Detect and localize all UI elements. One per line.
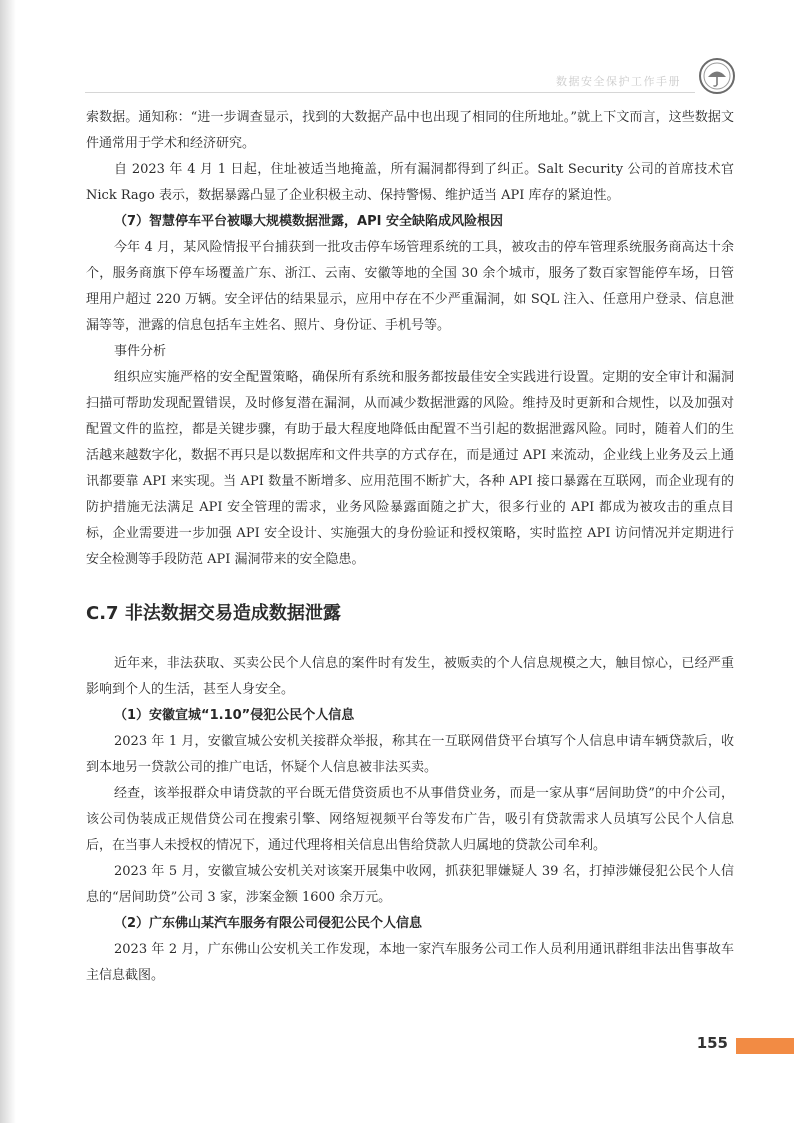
body-paragraph: 2023 年 1 月，安徽宣城公安机关接群众举报，称其在一互联网借贷平台填写个人信息申请车辆贷款后，收到本地另一贷款公司的推广电话，怀疑个人信息被非法买卖。 — [86, 734, 734, 775]
body-paragraph: 2023 年 5 月，安徽宣城公安机关对该案开展集中收网，抓获犯罪嫌疑人 39 名，打掉涉嫌侵犯公民个人信息的“居间助贷”公司 3 家，涉案金额 1600 余万元。 — [86, 864, 734, 905]
section-heading: C.7 非法数据交易造成数据泄露 — [86, 603, 341, 624]
body-paragraph: 2023 年 2 月，广东佛山公安机关工作发现，本地一家汽车服务公司工作人员利用通讯群组非法出售事故车主信息截图。 — [86, 942, 734, 983]
body-paragraph: 自 2023 年 4 月 1 日起，住址被适当地掩盖，所有漏洞都得到了纠正。Salt Security 公司的首席技术官 Nick Rago 表示，数据暴露凸显了企业积极主动、保持警惕、维护适当 API 库存的紧迫性。 — [86, 162, 734, 203]
book-spine-shadow — [0, 0, 16, 1123]
body-paragraph: 近年来，非法获取、买卖公民个人信息的案件时有发生，被贩卖的个人信息规模之大，触目惊心，已经严重影响到个人的生活，甚至人身安全。 — [86, 656, 734, 697]
subsection-heading: （2）广东佛山某汽车服务有限公司侵犯公民个人信息 — [114, 916, 423, 931]
body-paragraph: 今年 4 月，某风险情报平台捕获到一批攻击停车场管理系统的工具，被攻击的停车管理系统服务商高达十余个，服务商旗下停车场覆盖广东、浙江、云南、安徽等地的全国 30 余个城市，服务了数百家智能停车场，日管理用户超过 220 万辆。安全评估的结果显示，应用中存在不少严重漏洞，如 SQL 注入、任意用户登录、信息泄漏等等，泄露的信息包括车主姓名、照片、身份证、手机号等。 — [86, 240, 734, 333]
footer-accent-bar — [736, 1038, 794, 1054]
body-paragraph: 索数据。通知称：“进一步调查显示，找到的大数据产品中也出现了相同的住所地址。”就上下文而言，这些数据文件通常用于学术和经济研究。 — [86, 110, 734, 151]
page-body — [86, 105, 734, 989]
page-number: 155 — [696, 1034, 728, 1052]
header-divider — [85, 92, 695, 93]
body-paragraph: 组织应实施严格的安全配置策略，确保所有系统和服务都按最佳安全实践进行设置。定期的安全审计和漏洞扫描可帮助发现配置错误，及时修复潜在漏洞，从而减少数据泄露的风险。维持及时更新和合规性，以及加强对配置文件的监控，都是关键步骤，有助于最大程度地降低由配置不当引起的数据泄露风险。同时，随着人们的生活越来越数字化，数据不再只是以数据库和文件共享的方式存在，而是通过 API 来流动，企业线上业务及云上通讯都要靠 API 来实现。当 API 数量不断增多、应用范围不断扩大，各种 API 接口暴露在互联网，而企业现有的防护措施无法满足 API 安全管理的需求，业务风险暴露面随之扩大，很多行业的 API 都成为被攻击的重点目标，企业需要进一步加强 API 安全设计、实施强大的身份验证和授权策略，实时监控 API 访问情况并定期进行安全检测等手段防范 API 漏洞带来的安全隐患。 — [86, 370, 734, 567]
subsection-heading: （1）安徽宣城“1.10”侵犯公民个人信息 — [114, 708, 355, 723]
running-header-title: 数据安全保护工作手册 — [556, 75, 681, 88]
circular-emblem-icon — [699, 58, 735, 94]
event-analysis-label: 事件分析 — [114, 344, 167, 359]
subsection-heading: （7）智慧停车平台被曝大规模数据泄露，API 安全缺陷成风险根因 — [114, 214, 503, 229]
body-paragraph: 经查，该举报群众申请贷款的平台既无借贷资质也不从事借贷业务，而是一家从事“居间助贷”的中介公司，该公司伪装成正规借贷公司在搜索引擎、网络短视频平台等发布广告，吸引有贷款需求人员填写公民个人信息后，在当事人未授权的情况下，通过代理将相关信息出售给贷款人归属地的贷款公司牟利。 — [86, 786, 734, 853]
